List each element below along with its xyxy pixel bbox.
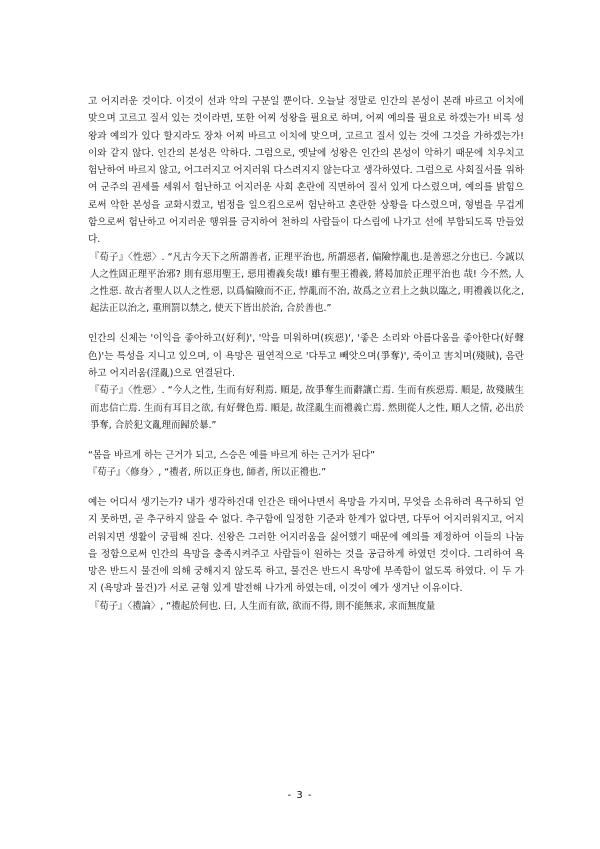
citation-xunzi-xiu-shen: 『荀子』〈修身〉, “禮者, 所以正身也, 師者, 所以正禮也.”	[88, 466, 327, 478]
quoted-sentence: “몸을 바르게 하는 근거가 되고, 스승은 예를 바르게 하는 근거가 된다”	[88, 449, 376, 461]
page-number: - 3 -	[287, 790, 313, 801]
citation-xunzi-li-lun: 『荀子』〈禮論〉, “禮起於何也. 曰, 人生而有欲, 欲而不得, 則不能無求, 求而無度量	[90, 600, 436, 612]
body-paragraph-3: 예는 어디서 생기는가? 내가 생각하건대 인간은 태어나면서 욕망을 가지며, 무엇을 소유하려 욕구하되 얻지 못하면, 곧 추구하지 않을 수 없다. 추구함에 일정한 기준과 한계가 없다면, 다투어 어지러워지고, 어지러워지면 생활이 궁핍해 진다. 선왕은 그러한 어지러움을 싫어했기 때문에 예의를 제정하여 이들의 나눔을 정함으로써 인간의 욕망을 충족시켜주고 사람들이 원하는 것을 공급하게 하였던 것이다. 그리하여 욕망은 반드시 물건에 의해 궁해지지 않도록 하고, 물건은 반드시 욕망에 부족함이 없도록 하였다. 이 두 가지 (욕망과 물건)가 서로 균형 있게 발전해 나가게 하였는데, 이것이 예가 생겨난 이유이다.	[88, 496, 524, 595]
citation-xunzi-xing-e-1: 『荀子』〈性惡〉. “凡古今天下之所謂善者, 正理平治也, 所謂惡者, 偏險悖亂也.是善惡之分也已. 今誠以人之性固正理平治邪? 則有惡用聖王, 惡用禮義矣哉! 雖有聖王禮義, 將曷加於正理平治也 哉! 今不然, 人之性惡. 故古者聖人以人之性惡, 以爲偏險而不正, 悖亂而不治, 故爲之立君上之埶以臨之, 明禮義以化之, 起法正以治之, 重刑罰以禁之, 使天下皆出於治, 合於善也.”	[90, 251, 524, 315]
body-paragraph-2: 인간의 신체는 '이익을 좋아하고(好利)', '악을 미워하며(疾惡)', '좋은 소리와 아름다움을 좋아한다(好聲色)'는 특성을 지니고 있으며, 이 욕망은 필연적으로 '다투고 빼앗으며(爭奪)', 죽이고 害치며(殘賊), 음란하고 어지러움(淫亂)으로 연결된다.	[88, 333, 524, 380]
body-paragraph-1: 고 어지러운 것이다. 이것이 선과 악의 구분일 뿐이다. 오늘날 정말로 인간의 본성이 본래 바르고 이치에 맞으며 고르고 질서 있는 것이라면, 또한 어찌 성왕을 필요로 하며, 어찌 예의를 필요로 하겠는가! 비록 성왕과 예의가 있다 할지라도 장차 어찌 바르고 이치에 맞으며, 고르고 질서 있는 것에 그것을 가하겠는가! 이와 같지 않다. 인간의 본성은 악하다. 그럼으로, 옛날에 성왕은 인간의 본성이 악하기 때문에 치우치고 험난하여 바르지 않고, 어그러지고 어지러워 다스려지지 않는다고 생각하였다. 그럼으로 사회질서를 위하여 군주의 권세를 세워서 험난하고 어지러운 사회 혼란에 직면하여 질서 있게 다스렸으며, 예의를 밝힘으로써 악한 본성을 교화시켰고, 법정을 일으킴으로써 험난하고 혼란한 상황을 다스렸으며, 형벌을 무겁게 함으로써 험난하고 어지러운 행위를 금지하여 천하의 사람들이 다스림에 나가고 선에 부합되도록 만들었다.	[88, 96, 524, 246]
document-page	[88, 93, 524, 615]
citation-xunzi-xing-e-2: 『荀子』〈性惡〉. “今人之性, 生而有好利焉. 順是, 故爭奪生而辭讓亡焉. 生而有疾惡焉. 順是, 故殘賊生而忠信亡焉. 生而有耳目之欲, 有好聲色焉. 順是, 故淫亂生而禮義亡焉. 然則從人之性, 順人之情, 必出於爭奪, 合於犯文亂理而歸於暴.”	[90, 385, 524, 431]
